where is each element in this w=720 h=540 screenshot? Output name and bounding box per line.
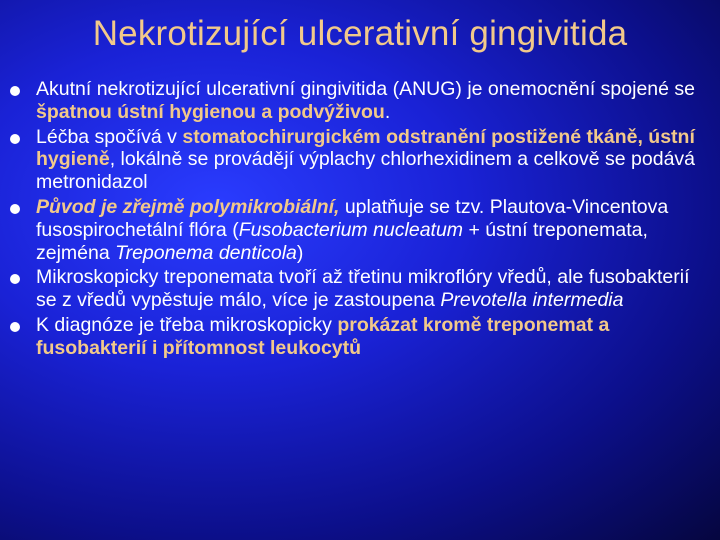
text-segment: Mikroskopicky treponemata tvoří až třetinu mikroflóry vředů, ale fusobakterií se z vředů vypěstuje málo, více je zastoupena	[36, 266, 690, 312]
text-segment: , lokálně se provádějí výplachy chlorhexidinem a celkově se podává metronidazol	[36, 148, 696, 194]
text-segment: uplatňuje se tzv. Plautova-Vincentova fusospirochetální flóra (	[36, 195, 669, 241]
bullet-text	[36, 196, 710, 264]
bullet-item	[10, 196, 710, 264]
highlight-text: Původ je zřejmě polymikrobiální,	[36, 195, 340, 218]
bullet-item	[10, 266, 710, 312]
bullet-item	[10, 78, 710, 124]
text-segment: Léčba spočívá v	[36, 125, 183, 148]
highlight-text: prokázat kromě treponemat a fusobakterií i přítomnost leukocytů	[36, 313, 610, 359]
text-segment: )	[296, 241, 304, 264]
text-segment: Akutní nekrotizující ulcerativní gingivitida (ANUG) je onemocnění spojené se	[36, 78, 695, 100]
text-segment: + ústní treponemata, zejména	[36, 218, 648, 264]
bullet-list	[10, 78, 710, 362]
highlight-text: stomatochirurgickém odstranění postižené tkáně, ústní hygieně	[36, 125, 695, 171]
bullet-text	[36, 126, 710, 194]
italic-text: Treponema denticola	[115, 241, 297, 264]
highlight-text: špatnou ústní hygienou a podvýživou	[36, 100, 385, 123]
bullet-text	[36, 266, 710, 312]
slide-title: Nekrotizující ulcerativní gingivitida	[92, 14, 628, 53]
bullet-item	[10, 126, 710, 194]
bullet-item	[10, 314, 710, 360]
bullet-text	[36, 314, 710, 360]
bullet-text	[36, 78, 710, 124]
bullet-icon	[10, 204, 20, 214]
text-segment: .	[384, 100, 391, 123]
bullet-icon	[10, 86, 20, 96]
italic-text: Fusobacterium nucleatum	[238, 218, 464, 241]
italic-text: Prevotella intermedia	[440, 289, 624, 312]
bullet-icon	[10, 134, 20, 144]
bullet-icon	[10, 274, 20, 284]
bullet-icon	[10, 322, 20, 332]
text-segment: K diagnóze je třeba mikroskopicky	[36, 313, 338, 336]
